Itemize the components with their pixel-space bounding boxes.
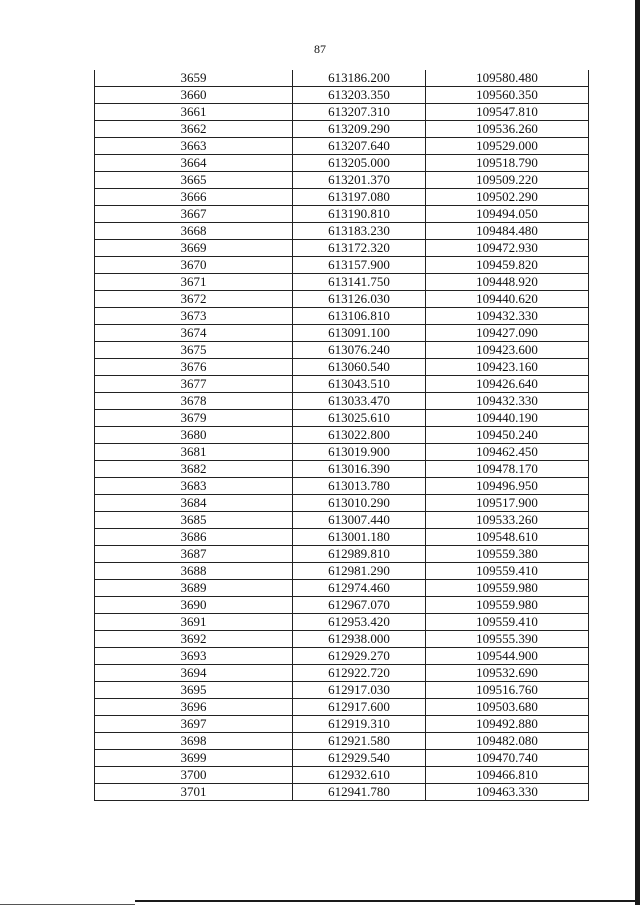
- coordinate-table: [94, 70, 589, 801]
- x-coordinate-cell: 612921.580: [293, 733, 426, 750]
- y-coordinate-cell: 109427.090: [426, 325, 589, 342]
- x-coordinate-cell: 613126.030: [293, 291, 426, 308]
- point-number-cell: 3661: [95, 104, 293, 121]
- table-row: [95, 495, 589, 512]
- y-coordinate-cell: 109536.260: [426, 121, 589, 138]
- table-row: [95, 121, 589, 138]
- point-number-cell: 3681: [95, 444, 293, 461]
- y-coordinate-cell: 109484.480: [426, 223, 589, 240]
- table-row: [95, 342, 589, 359]
- x-coordinate-cell: 613141.750: [293, 274, 426, 291]
- x-coordinate-cell: 613033.470: [293, 393, 426, 410]
- y-coordinate-cell: 109492.880: [426, 716, 589, 733]
- point-number-cell: 3674: [95, 325, 293, 342]
- point-number-cell: 3691: [95, 614, 293, 631]
- y-coordinate-cell: 109448.920: [426, 274, 589, 291]
- scan-edge-bottom: [135, 900, 640, 902]
- point-number-cell: 3699: [95, 750, 293, 767]
- x-coordinate-cell: 613013.780: [293, 478, 426, 495]
- point-number-cell: 3683: [95, 478, 293, 495]
- point-number-cell: 3679: [95, 410, 293, 427]
- table-row: [95, 155, 589, 172]
- scan-edge-right: [635, 0, 640, 905]
- y-coordinate-cell: 109516.760: [426, 682, 589, 699]
- point-number-cell: 3687: [95, 546, 293, 563]
- point-number-cell: 3689: [95, 580, 293, 597]
- table-row: [95, 291, 589, 308]
- table-row: [95, 546, 589, 563]
- x-coordinate-cell: 612929.540: [293, 750, 426, 767]
- x-coordinate-cell: 612919.310: [293, 716, 426, 733]
- y-coordinate-cell: 109478.170: [426, 461, 589, 478]
- x-coordinate-cell: 613043.510: [293, 376, 426, 393]
- y-coordinate-cell: 109532.690: [426, 665, 589, 682]
- x-coordinate-cell: 613183.230: [293, 223, 426, 240]
- table-row: [95, 648, 589, 665]
- point-number-cell: 3670: [95, 257, 293, 274]
- x-coordinate-cell: 613007.440: [293, 512, 426, 529]
- y-coordinate-cell: 109426.640: [426, 376, 589, 393]
- point-number-cell: 3695: [95, 682, 293, 699]
- x-coordinate-cell: 612974.460: [293, 580, 426, 597]
- point-number-cell: 3667: [95, 206, 293, 223]
- table-row: [95, 427, 589, 444]
- y-coordinate-cell: 109462.450: [426, 444, 589, 461]
- x-coordinate-cell: 613001.180: [293, 529, 426, 546]
- x-coordinate-cell: 612967.070: [293, 597, 426, 614]
- point-number-cell: 3666: [95, 189, 293, 206]
- point-number-cell: 3678: [95, 393, 293, 410]
- y-coordinate-cell: 109496.950: [426, 478, 589, 495]
- x-coordinate-cell: 613197.080: [293, 189, 426, 206]
- point-number-cell: 3694: [95, 665, 293, 682]
- y-coordinate-cell: 109463.330: [426, 784, 589, 801]
- x-coordinate-cell: 613019.900: [293, 444, 426, 461]
- x-coordinate-cell: 613205.000: [293, 155, 426, 172]
- table-row: [95, 512, 589, 529]
- y-coordinate-cell: 109559.410: [426, 614, 589, 631]
- y-coordinate-cell: 109423.600: [426, 342, 589, 359]
- point-number-cell: 3692: [95, 631, 293, 648]
- table-row: [95, 580, 589, 597]
- table-row: [95, 750, 589, 767]
- y-coordinate-cell: 109547.810: [426, 104, 589, 121]
- y-coordinate-cell: 109482.080: [426, 733, 589, 750]
- table-row: [95, 274, 589, 291]
- page-number: 87: [314, 42, 326, 56]
- point-number-cell: 3697: [95, 716, 293, 733]
- table-row: [95, 631, 589, 648]
- point-number-cell: 3690: [95, 597, 293, 614]
- y-coordinate-cell: 109440.190: [426, 410, 589, 427]
- point-number-cell: 3664: [95, 155, 293, 172]
- point-number-cell: 3668: [95, 223, 293, 240]
- x-coordinate-cell: 613022.800: [293, 427, 426, 444]
- y-coordinate-cell: 109470.740: [426, 750, 589, 767]
- table-row: [95, 104, 589, 121]
- y-coordinate-cell: 109440.620: [426, 291, 589, 308]
- point-number-cell: 3693: [95, 648, 293, 665]
- point-number-cell: 3669: [95, 240, 293, 257]
- x-coordinate-cell: 612917.600: [293, 699, 426, 716]
- table-row: [95, 716, 589, 733]
- x-coordinate-cell: 613060.540: [293, 359, 426, 376]
- table-row: [95, 733, 589, 750]
- x-coordinate-cell: 612922.720: [293, 665, 426, 682]
- y-coordinate-cell: 109548.610: [426, 529, 589, 546]
- point-number-cell: 3660: [95, 87, 293, 104]
- table-row: [95, 699, 589, 716]
- y-coordinate-cell: 109559.980: [426, 580, 589, 597]
- x-coordinate-cell: 613025.610: [293, 410, 426, 427]
- y-coordinate-cell: 109518.790: [426, 155, 589, 172]
- x-coordinate-cell: 613186.200: [293, 70, 426, 87]
- point-number-cell: 3675: [95, 342, 293, 359]
- table-row: [95, 461, 589, 478]
- point-number-cell: 3688: [95, 563, 293, 580]
- y-coordinate-cell: 109494.050: [426, 206, 589, 223]
- y-coordinate-cell: 109533.260: [426, 512, 589, 529]
- x-coordinate-cell: 613010.290: [293, 495, 426, 512]
- table-row: [95, 665, 589, 682]
- x-coordinate-cell: 612917.030: [293, 682, 426, 699]
- x-coordinate-cell: 613190.810: [293, 206, 426, 223]
- x-coordinate-cell: 612953.420: [293, 614, 426, 631]
- table-body: [95, 70, 589, 801]
- table-row: [95, 614, 589, 631]
- y-coordinate-cell: 109559.980: [426, 597, 589, 614]
- point-number-cell: 3685: [95, 512, 293, 529]
- point-number-cell: 3673: [95, 308, 293, 325]
- table-row: [95, 138, 589, 155]
- point-number-cell: 3684: [95, 495, 293, 512]
- table-row: [95, 223, 589, 240]
- x-coordinate-cell: 613076.240: [293, 342, 426, 359]
- table-row: [95, 172, 589, 189]
- y-coordinate-cell: 109432.330: [426, 308, 589, 325]
- x-coordinate-cell: 613016.390: [293, 461, 426, 478]
- y-coordinate-cell: 109509.220: [426, 172, 589, 189]
- x-coordinate-cell: 613106.810: [293, 308, 426, 325]
- point-number-cell: 3701: [95, 784, 293, 801]
- y-coordinate-cell: 109459.820: [426, 257, 589, 274]
- x-coordinate-cell: 613207.310: [293, 104, 426, 121]
- point-number-cell: 3696: [95, 699, 293, 716]
- table-row: [95, 767, 589, 784]
- x-coordinate-cell: 613201.370: [293, 172, 426, 189]
- x-coordinate-cell: 612932.610: [293, 767, 426, 784]
- table-row: [95, 444, 589, 461]
- y-coordinate-cell: 109502.290: [426, 189, 589, 206]
- point-number-cell: 3671: [95, 274, 293, 291]
- y-coordinate-cell: 109559.410: [426, 563, 589, 580]
- x-coordinate-cell: 613203.350: [293, 87, 426, 104]
- table-row: [95, 682, 589, 699]
- table-row: [95, 87, 589, 104]
- point-number-cell: 3665: [95, 172, 293, 189]
- y-coordinate-cell: 109580.480: [426, 70, 589, 87]
- point-number-cell: 3677: [95, 376, 293, 393]
- y-coordinate-cell: 109560.350: [426, 87, 589, 104]
- x-coordinate-cell: 612941.780: [293, 784, 426, 801]
- table-row: [95, 376, 589, 393]
- table-row: [95, 410, 589, 427]
- y-coordinate-cell: 109423.160: [426, 359, 589, 376]
- point-number-cell: 3682: [95, 461, 293, 478]
- table-row: [95, 563, 589, 580]
- x-coordinate-cell: 613091.100: [293, 325, 426, 342]
- table-row: [95, 359, 589, 376]
- point-number-cell: 3686: [95, 529, 293, 546]
- x-coordinate-cell: 613207.640: [293, 138, 426, 155]
- table-row: [95, 189, 589, 206]
- y-coordinate-cell: 109472.930: [426, 240, 589, 257]
- x-coordinate-cell: 613172.320: [293, 240, 426, 257]
- x-coordinate-cell: 613157.900: [293, 257, 426, 274]
- point-number-cell: 3659: [95, 70, 293, 87]
- table-row: [95, 325, 589, 342]
- x-coordinate-cell: 612981.290: [293, 563, 426, 580]
- table-row: [95, 478, 589, 495]
- point-number-cell: 3662: [95, 121, 293, 138]
- table-row: [95, 257, 589, 274]
- table-row: [95, 597, 589, 614]
- table-row: [95, 70, 589, 87]
- point-number-cell: 3672: [95, 291, 293, 308]
- table-row: [95, 240, 589, 257]
- point-number-cell: 3680: [95, 427, 293, 444]
- y-coordinate-cell: 109466.810: [426, 767, 589, 784]
- point-number-cell: 3676: [95, 359, 293, 376]
- y-coordinate-cell: 109432.330: [426, 393, 589, 410]
- y-coordinate-cell: 109517.900: [426, 495, 589, 512]
- table-row: [95, 308, 589, 325]
- x-coordinate-cell: 613209.290: [293, 121, 426, 138]
- point-number-cell: 3663: [95, 138, 293, 155]
- x-coordinate-cell: 612989.810: [293, 546, 426, 563]
- point-number-cell: 3700: [95, 767, 293, 784]
- y-coordinate-cell: 109544.900: [426, 648, 589, 665]
- table-row: [95, 784, 589, 801]
- table-row: [95, 393, 589, 410]
- x-coordinate-cell: 612929.270: [293, 648, 426, 665]
- y-coordinate-cell: 109529.000: [426, 138, 589, 155]
- y-coordinate-cell: 109503.680: [426, 699, 589, 716]
- table-row: [95, 206, 589, 223]
- y-coordinate-cell: 109555.390: [426, 631, 589, 648]
- x-coordinate-cell: 612938.000: [293, 631, 426, 648]
- y-coordinate-cell: 109450.240: [426, 427, 589, 444]
- table-row: [95, 529, 589, 546]
- y-coordinate-cell: 109559.380: [426, 546, 589, 563]
- point-number-cell: 3698: [95, 733, 293, 750]
- coordinate-table-container: [94, 70, 588, 801]
